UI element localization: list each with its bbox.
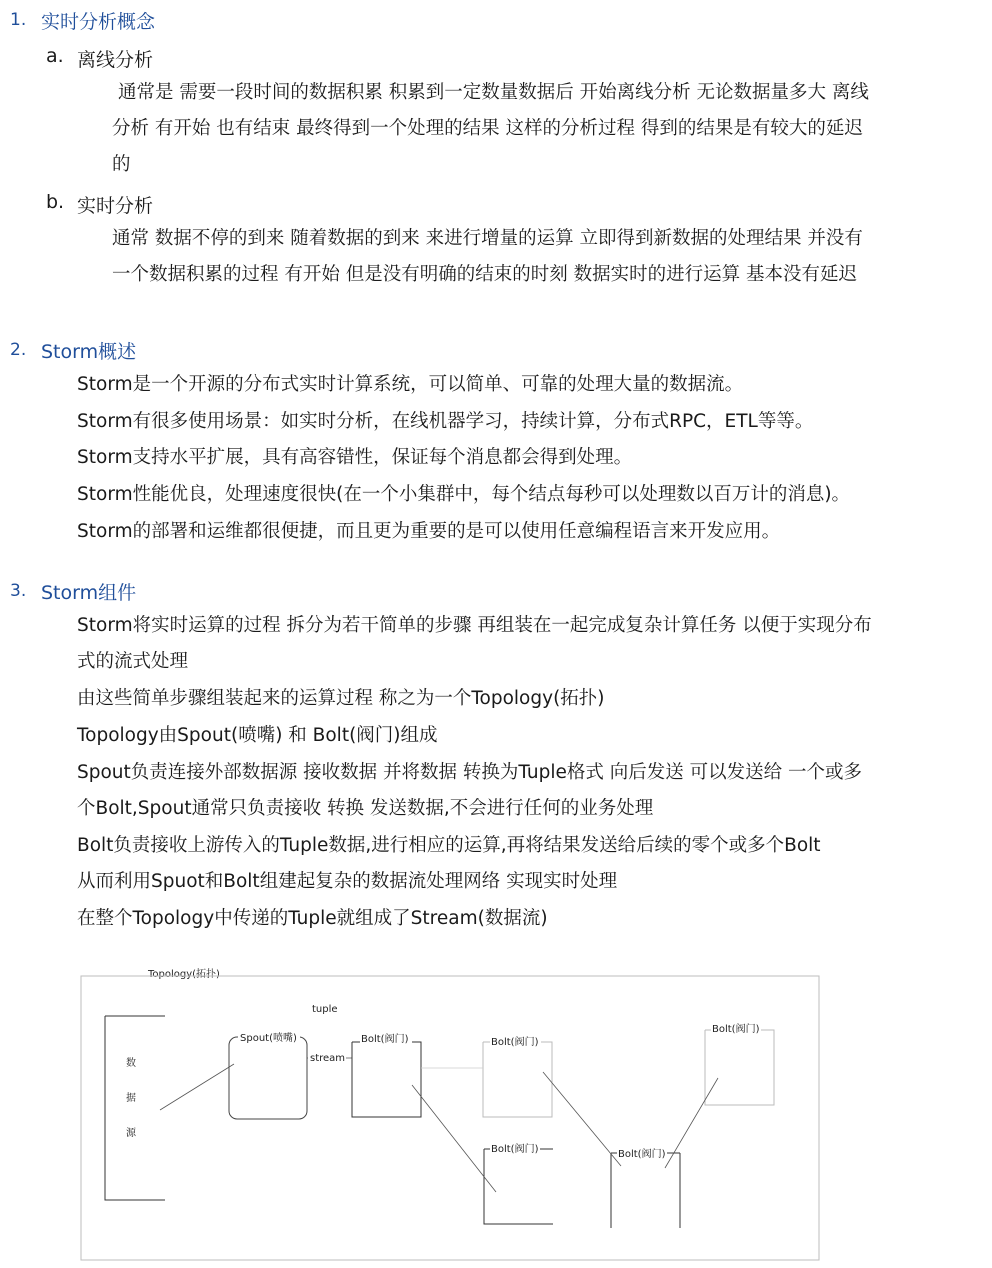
overview-line-3: Storm支持水平扩展，具有高容错性，保证每个消息都会得到处理。 xyxy=(77,447,633,468)
spout-box xyxy=(229,1037,307,1119)
stream-label: stream xyxy=(310,1053,346,1064)
section-2-title: Storm概述 xyxy=(41,341,137,363)
bolt-3-label: Bolt(阀门) xyxy=(491,1144,539,1155)
datasource-box xyxy=(105,1016,165,1200)
bolt4-to-bolt5-line xyxy=(665,1078,718,1168)
bolt2-to-bolt4-line xyxy=(543,1072,621,1166)
bolt-5-label: Bolt(阀门) xyxy=(712,1024,760,1035)
datasource-char-1: 数 xyxy=(126,1058,136,1069)
overview-line-4: Storm性能优良，处理速度很快(在一个小集群中，每个结点每秒可以处理数以百万计的消息)。 xyxy=(77,484,851,505)
overview-line-1: Storm是一个开源的分布式实时计算系统，可以简单、可靠的处理大量的数据流。 xyxy=(77,374,744,395)
overview-line-5: Storm的部署和运维都很便捷，而且更为重要的是可以使用任意编程语言来开发应用。 xyxy=(77,521,781,542)
bolt-5-box xyxy=(705,1030,774,1105)
components-line-8: 从而利用Spuot和Bolt组建起复杂的数据流处理网络 实现实时处理 xyxy=(77,871,618,892)
datasource-char-2: 据 xyxy=(126,1093,136,1104)
subsection-a-title: 离线分析 xyxy=(77,49,154,71)
components-line-9: 在整个Topology中传递的Tuple就组成了Stream(数据流) xyxy=(77,908,548,929)
bolt-4-label: Bolt(阀门) xyxy=(618,1149,666,1160)
bolt-2-label: Bolt(阀门) xyxy=(491,1037,539,1048)
subsection-b-marker: b. xyxy=(46,191,65,213)
section-2-number: 2. xyxy=(10,340,27,360)
components-line-6: 个Bolt,Spout通常只负责接收 转换 发送数据,不会进行任何的业务处理 xyxy=(77,798,654,819)
components-line-5: Spout负责连接外部数据源 接收数据 并将数据 转换为Tuple格式 向后发送 可以发送给 一个或多 xyxy=(77,762,863,783)
spout-label: Spout(喷嘴) xyxy=(240,1033,297,1044)
datasource-to-spout-line xyxy=(160,1064,234,1110)
topology-diagram xyxy=(0,960,992,1268)
tuple-label: tuple xyxy=(312,1004,338,1015)
bolt-4-box xyxy=(611,1153,680,1228)
overview-line-2: Storm有很多使用场景：如实时分析，在线机器学习，持续计算，分布式RPC，ETL等等。 xyxy=(77,411,814,432)
components-line-3: 由这些简单步骤组装起来的运算过程 称之为一个Topology(拓扑) xyxy=(77,688,605,709)
components-line-2: 式的流式处理 xyxy=(77,651,189,672)
topology-frame xyxy=(81,976,819,1260)
components-line-1: Storm将实时运算的过程 拆分为若干简单的步骤 再组装在一起完成复杂计算任务 以便于实现分布 xyxy=(77,615,872,636)
section-3-title: Storm组件 xyxy=(41,582,137,604)
realtime-para-line-1: 通常 数据不停的到来 随着数据的到来 来进行增量的运算 立即得到新数据的处理结果 并没有 xyxy=(112,228,863,249)
section-1-number: 1. xyxy=(10,10,27,30)
bolt-3-box xyxy=(484,1149,553,1224)
offline-para-line-3: 的 xyxy=(112,154,131,175)
offline-para-line-1: 通常是 需要一段时间的数据积累 积累到一定数量数据后 开始离线分析 无论数据量多大 离线 xyxy=(118,82,869,103)
bolt-1-box xyxy=(352,1042,421,1117)
offline-para-line-2: 分析 有开始 也有结束 最终得到一个处理的结果 这样的分析过程 得到的结果是有较大的延迟 xyxy=(112,118,863,139)
realtime-para-line-2: 一个数据积累的过程 有开始 但是没有明确的结束的时刻 数据实时的进行运算 基本没有延迟 xyxy=(112,264,858,285)
bolt-1-label: Bolt(阀门) xyxy=(361,1034,409,1045)
components-line-7: Bolt负责接收上游传入的Tuple数据,进行相应的运算,再将结果发送给后续的零个或多个Bolt xyxy=(77,835,821,856)
datasource-char-3: 源 xyxy=(126,1128,136,1139)
components-line-4: Topology由Spout(喷嘴) 和 Bolt(阀门)组成 xyxy=(77,725,438,746)
topology-title: Topology(拓扑) xyxy=(148,969,220,980)
subsection-a-marker: a. xyxy=(46,45,64,67)
subsection-b-title: 实时分析 xyxy=(77,195,154,217)
bolt-2-box xyxy=(483,1042,552,1117)
section-1-title: 实时分析概念 xyxy=(41,11,156,33)
section-3-number: 3. xyxy=(10,581,27,601)
